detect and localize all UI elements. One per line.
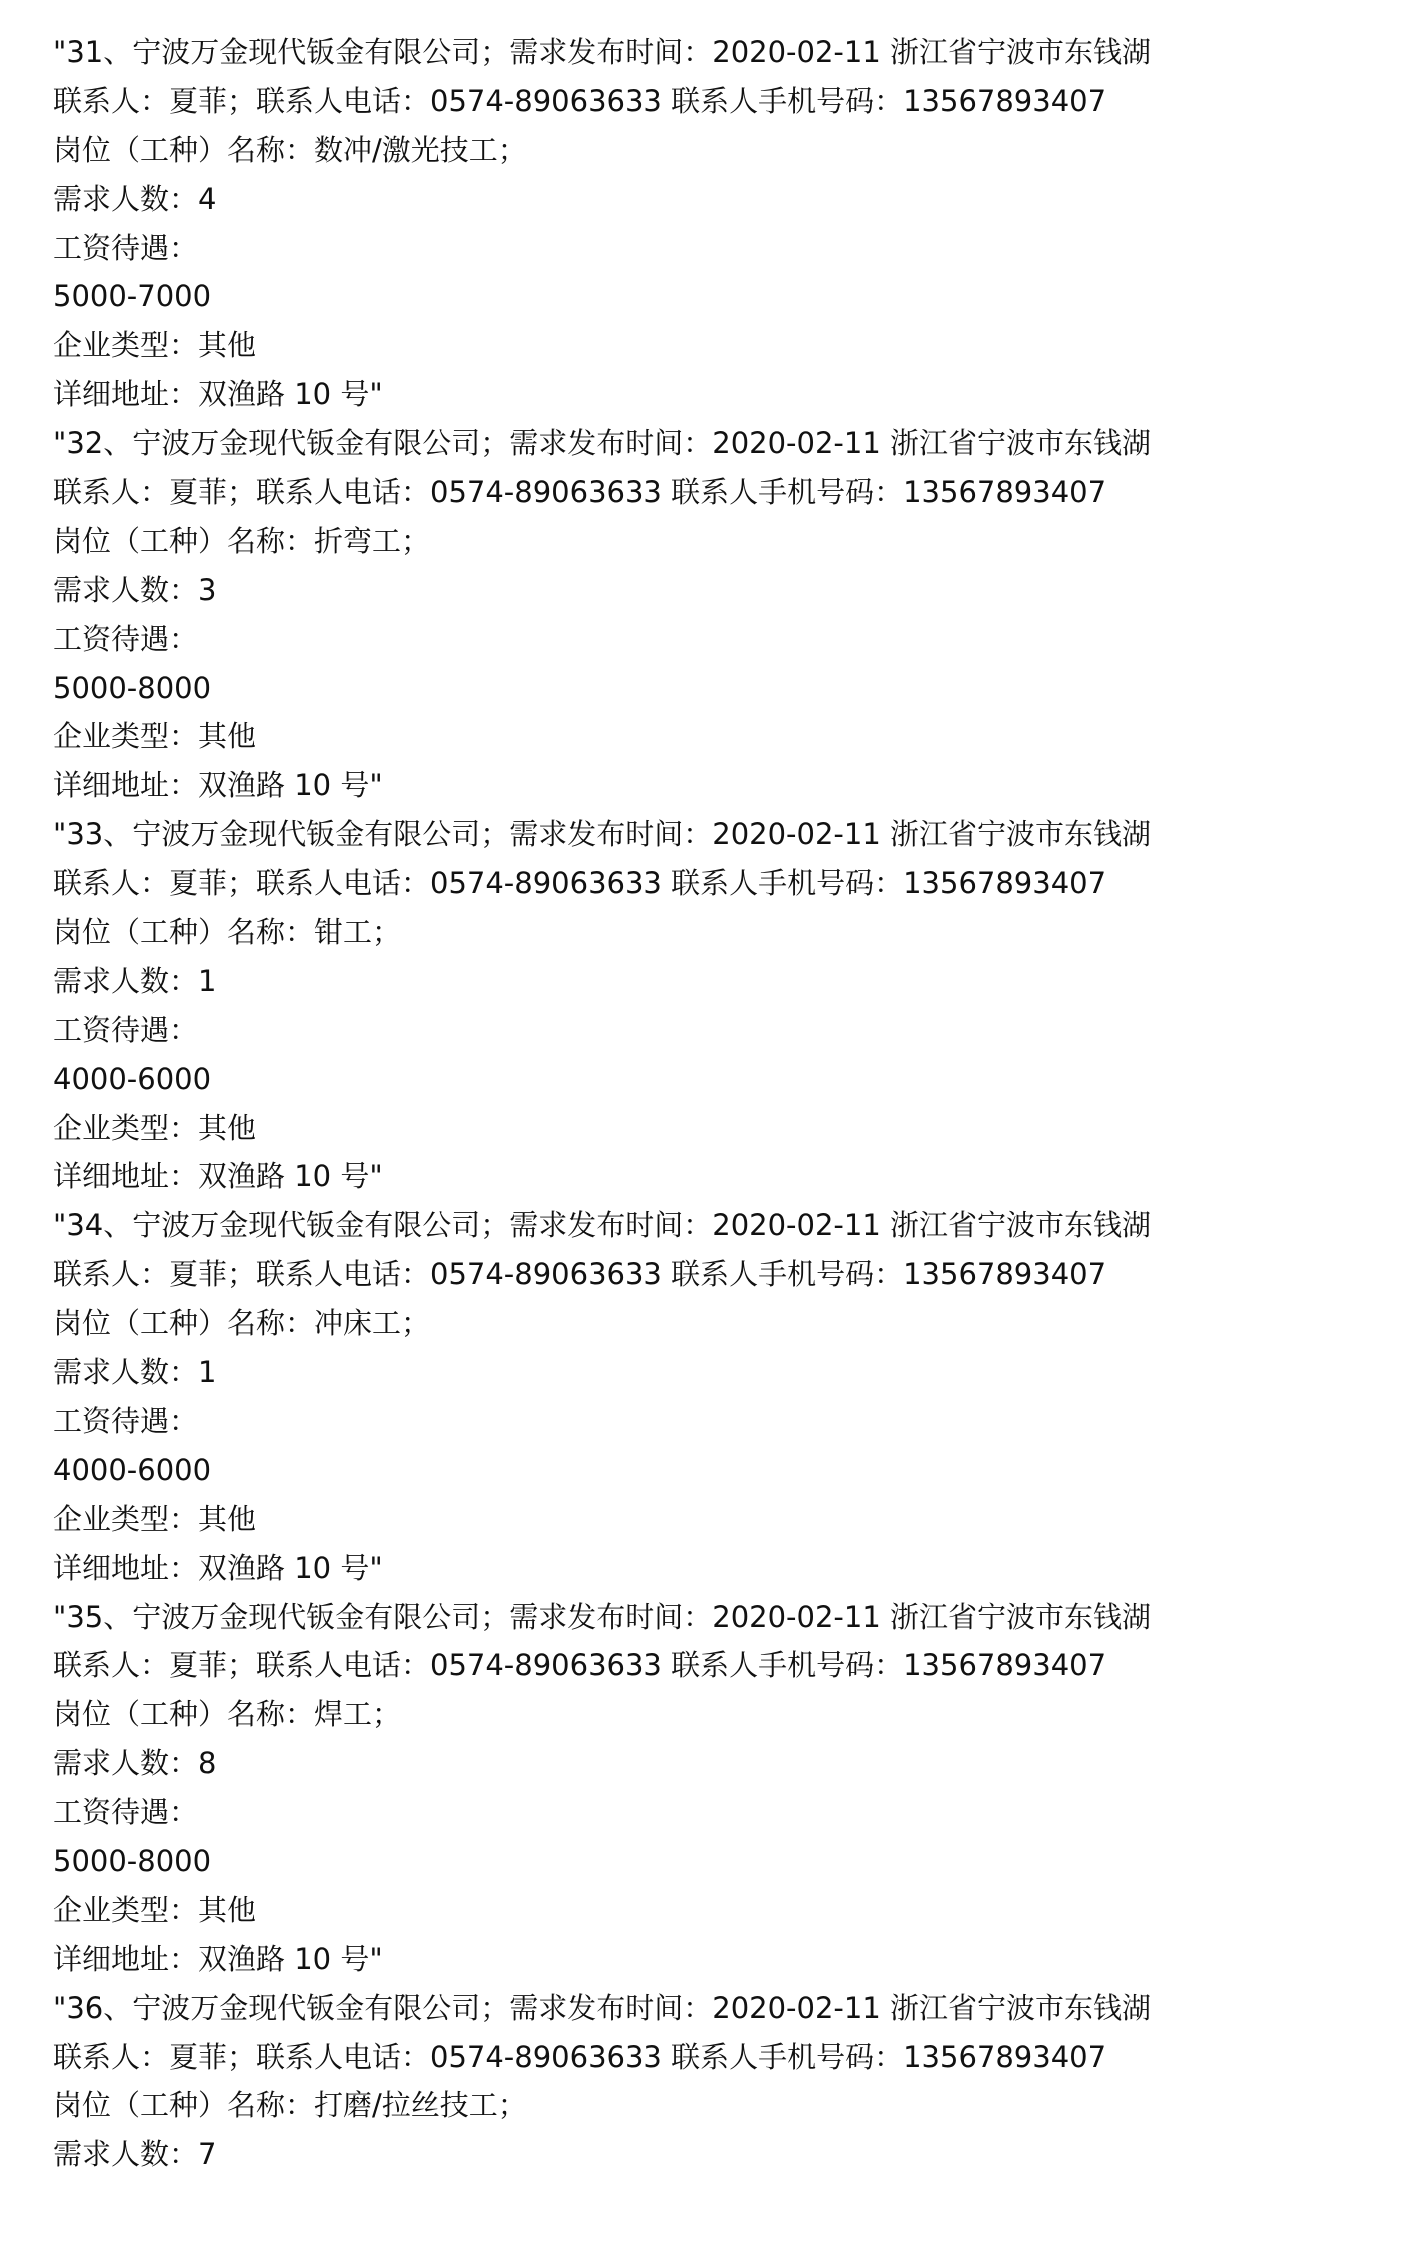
entry-salary: 5000-8000	[53, 670, 212, 705]
entry-header: "31、宁波万金现代钣金有限公司；需求发布时间：2020-02-11 浙江省宁波市东钱湖	[53, 35, 1151, 69]
job-entry	[53, 1201, 1393, 1592]
entry-headcount: 需求人数：3	[53, 572, 217, 607]
entry-headcount: 需求人数：7	[53, 2137, 217, 2172]
entry-company-type: 企业类型：其他	[53, 1110, 257, 1145]
entry-position: 岗位（工种）名称：折弯工；	[53, 523, 431, 558]
entry-contact: 联系人：夏菲；联系人电话：0574-89063633 联系人手机号码：13567893407	[53, 1648, 1107, 1683]
entry-position: 岗位（工种）名称：打磨/拉丝技工；	[53, 2088, 527, 2123]
entry-address: 详细地址：双渔路 10 号"	[53, 1159, 383, 1194]
job-entry	[53, 1984, 1393, 2180]
entry-salary-label: 工资待遇：	[53, 1403, 199, 1438]
entry-salary-label: 工资待遇：	[53, 230, 199, 265]
entry-headcount: 需求人数：1	[53, 1355, 217, 1390]
entry-company-type: 企业类型：其他	[53, 328, 257, 363]
entry-address: 详细地址：双渔路 10 号"	[53, 1941, 383, 1976]
entry-address: 详细地址：双渔路 10 号"	[53, 768, 383, 803]
entry-salary: 5000-8000	[53, 1843, 212, 1878]
entry-headcount: 需求人数：1	[53, 963, 217, 998]
document-page	[53, 28, 1393, 2179]
entry-address: 详细地址：双渔路 10 号"	[53, 1550, 383, 1585]
entry-contact: 联系人：夏菲；联系人电话：0574-89063633 联系人手机号码：13567893407	[53, 2039, 1107, 2074]
entry-header: "36、宁波万金现代钣金有限公司；需求发布时间：2020-02-11 浙江省宁波市东钱湖	[53, 1990, 1151, 2025]
entry-header: "34、宁波万金现代钣金有限公司；需求发布时间：2020-02-11 浙江省宁波市东钱湖	[53, 1208, 1151, 1243]
entry-contact: 联系人：夏菲；联系人电话：0574-89063633 联系人手机号码：13567893407	[53, 83, 1107, 118]
job-entry	[53, 810, 1393, 1201]
entry-position: 岗位（工种）名称：数冲/激光技工；	[53, 132, 527, 167]
entry-contact: 联系人：夏菲；联系人电话：0574-89063633 联系人手机号码：13567893407	[53, 1257, 1107, 1292]
entry-company-type: 企业类型：其他	[53, 719, 257, 754]
entry-company-type: 企业类型：其他	[53, 1892, 257, 1927]
entry-salary: 4000-6000	[53, 1061, 212, 1096]
entry-salary: 4000-6000	[53, 1452, 212, 1487]
entry-header: "32、宁波万金现代钣金有限公司；需求发布时间：2020-02-11 浙江省宁波市东钱湖	[53, 426, 1151, 461]
entry-headcount: 需求人数：4	[53, 181, 217, 216]
job-entry	[53, 419, 1393, 810]
entry-salary-label: 工资待遇：	[53, 1012, 199, 1047]
entry-address: 详细地址：双渔路 10 号"	[53, 377, 383, 412]
entry-header: "33、宁波万金现代钣金有限公司；需求发布时间：2020-02-11 浙江省宁波市东钱湖	[53, 817, 1151, 852]
job-entry	[53, 28, 1393, 419]
entry-header: "35、宁波万金现代钣金有限公司；需求发布时间：2020-02-11 浙江省宁波市东钱湖	[53, 1599, 1151, 1634]
entry-salary: 5000-7000	[53, 279, 212, 314]
entry-position: 岗位（工种）名称：钳工；	[53, 915, 402, 950]
entry-contact: 联系人：夏菲；联系人电话：0574-89063633 联系人手机号码：13567893407	[53, 866, 1107, 901]
entry-salary-label: 工资待遇：	[53, 1795, 199, 1830]
entry-position: 岗位（工种）名称：焊工；	[53, 1697, 402, 1732]
job-entry	[53, 1593, 1393, 1984]
entry-position: 岗位（工种）名称：冲床工；	[53, 1306, 431, 1341]
entry-contact: 联系人：夏菲；联系人电话：0574-89063633 联系人手机号码：13567893407	[53, 475, 1107, 510]
entry-company-type: 企业类型：其他	[53, 1501, 257, 1536]
entry-headcount: 需求人数：8	[53, 1746, 217, 1781]
entry-salary-label: 工资待遇：	[53, 621, 199, 656]
